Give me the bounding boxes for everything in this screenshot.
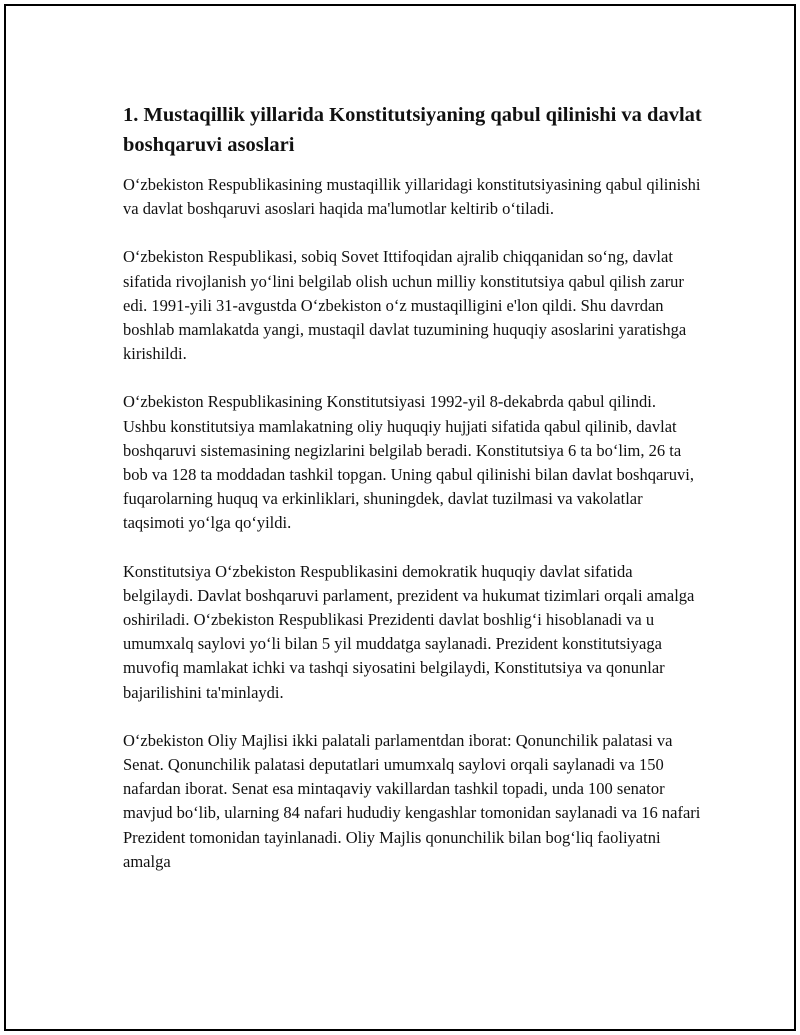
paragraph-oliy-majlis: O‘zbekiston Oliy Majlisi ikki palatali parlamentdan iborat: Qonunchilik palatasi va Senat. Qonunchilik palatasi deputatlari umumxalq saylovi orqali saylanadi va 150 nafardan iborat. Senat esa mintaqaviy vakillardan tashkil topadi, unda 100 senator mavjud bo‘lib, ularning 84 nafari hududiy kengashlar tomonidan saylanadi va 16 nafari Prezident tomonidan tayinlanadi. Oliy Majlis qonunchilik bilan bog‘liq faoliyatni amalga (123, 730, 701, 871)
document-body (123, 100, 703, 874)
page-frame (4, 4, 796, 1031)
section-title: 1. Mustaqillik yillarida Konstitutsiyaning qabul qilinishi va davlat boshqaruvi asoslari (123, 104, 702, 156)
paragraph-independence: O‘zbekiston Respublikasi, sobiq Sovet Ittifoqidan ajralib chiqqanidan so‘ng, davlat sifatida rivojlanish yo‘lini belgilab olish uchun milliy konstitutsiya qabul qilish zarur edi. 1991-yili 31-avgustda O‘zbekiston o‘z mustaqilligini e'lon qildi. Shu davrdan boshlab mamlakatda yangi, mustaqil davlat tuzumining huquqiy asoslarini yaratishga kirishildi. (123, 247, 687, 364)
paragraph-constitution-adoption: O‘zbekiston Respublikasining Konstitutsiyasi 1992-yil 8-dekabrda qabul qilindi. Ushbu konstitutsiya mamlakatning oliy huquqiy hujjati sifatida qabul qilinib, davlat boshqaruvi sistemasining negizlarini belgilab beradi. Konstitutsiya 6 ta bo‘lim, 26 ta bob va 128 ta moddadan tashkil topgan. Uning qabul qilinishi bilan davlat boshqaruvi, fuqarolarning huquq va erkinliklari, shuningdek, davlat tuzilmasi va vakolatlar taqsimoti yo‘lga qo‘yildi. (123, 392, 694, 533)
paragraph-state-governance: Konstitutsiya O‘zbekiston Respublikasini demokratik huquqiy davlat sifatida belgilaydi. Davlat boshqaruvi parlament, prezident va hukumat tizimlari orqali amalga oshiriladi. O‘zbekiston Respublikasi Prezidenti davlat boshlig‘i hisoblanadi va u umumxalq saylovi yo‘li bilan 5 yil muddatga saylanadi. Prezident konstitutsiyaga muvofiq mamlakat ichki va tashqi siyosatini belgilaydi, Konstitutsiya va qonunlar bajarilishini ta'minlaydi. (123, 561, 695, 702)
paragraph-intro: O‘zbekiston Respublikasining mustaqillik yillaridagi konstitutsiyasining qabul qilinishi va davlat boshqaruvi asoslari haqida ma'lumotlar keltirib o‘tiladi. (123, 175, 701, 219)
